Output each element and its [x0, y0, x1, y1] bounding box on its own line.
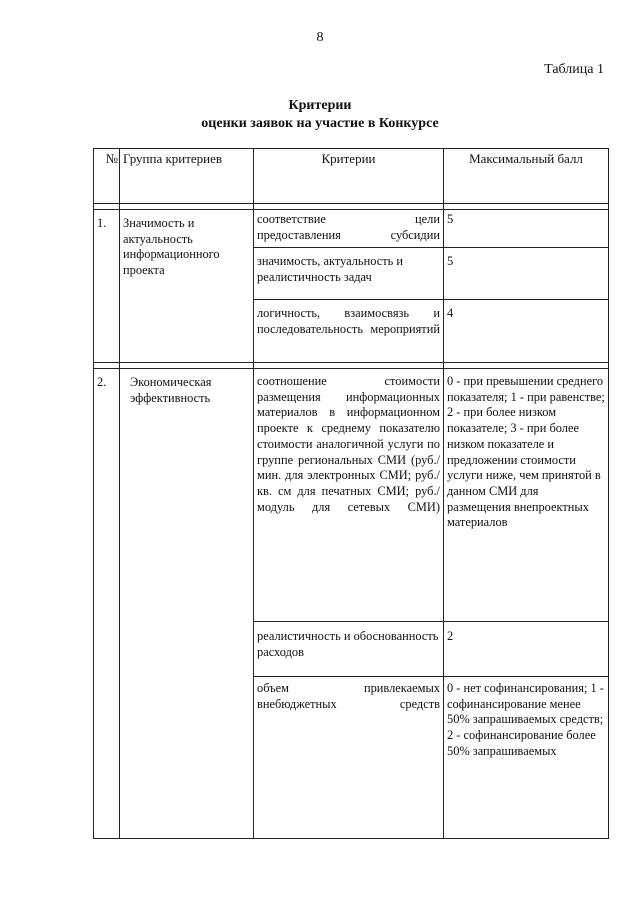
header-number: №	[94, 149, 120, 204]
group-name: Значимость и актуальность информационного проекта	[120, 210, 254, 363]
title-line-1: Критерии	[288, 98, 352, 113]
page-number: 8	[316, 30, 324, 45]
criterion-score: 5	[444, 248, 609, 300]
criterion-text: значимость, актуальность и реалистичность задач	[254, 248, 444, 300]
title-line-2: оценки заявок на участие в Конкурсе	[201, 116, 439, 131]
criterion-text: соответствие цели предоставления субсидии	[254, 210, 444, 248]
criterion-score: 4	[444, 300, 609, 363]
table-header-row	[94, 149, 609, 204]
criterion-score: 0 - при превышении среднего показателя; 1 - при равенстве; 2 - при более низком показателе; 3 - при более низком показателе и предложении стоимости услуги ниже, чем принятой в данном СМИ для размещения внепроектных материалов	[444, 369, 609, 622]
header-group: Группа критериев	[120, 149, 254, 204]
criterion-score: 2	[444, 622, 609, 677]
criterion-text: реалистичность и обоснованность расходов	[254, 622, 444, 677]
table-label: Таблица 1	[544, 62, 604, 77]
header-max-score: Максимальный балл	[444, 149, 609, 204]
table-row	[94, 369, 609, 622]
criterion-score: 5	[444, 210, 609, 248]
group-number: 1.	[94, 210, 120, 363]
criteria-table	[93, 148, 609, 839]
header-criteria: Критерии	[254, 149, 444, 204]
group-name: Экономическая эффективность	[120, 369, 254, 839]
criterion-text: объем привлекаемых внебюджетных средств	[254, 677, 444, 839]
criterion-text: соотношение стоимости размещения информационных материалов в информационном проекте к среднему показателю стоимости аналогичной услуги по группе региональных СМИ (руб./мин. для электронных СМИ; руб./кв. см для печатных СМИ; руб./модуль для сетевых СМИ)	[254, 369, 444, 622]
criterion-score: 0 - нет софинансирования; 1 - софинансирование менее 50% запрашиваемых средств; 2 - софинансирование более 50% запрашиваемых	[444, 677, 609, 839]
document-title	[0, 97, 640, 133]
group-number: 2.	[94, 369, 120, 839]
table-row	[94, 210, 609, 248]
criterion-text: логичность, взаимосвязь и последовательность мероприятий	[254, 300, 444, 363]
